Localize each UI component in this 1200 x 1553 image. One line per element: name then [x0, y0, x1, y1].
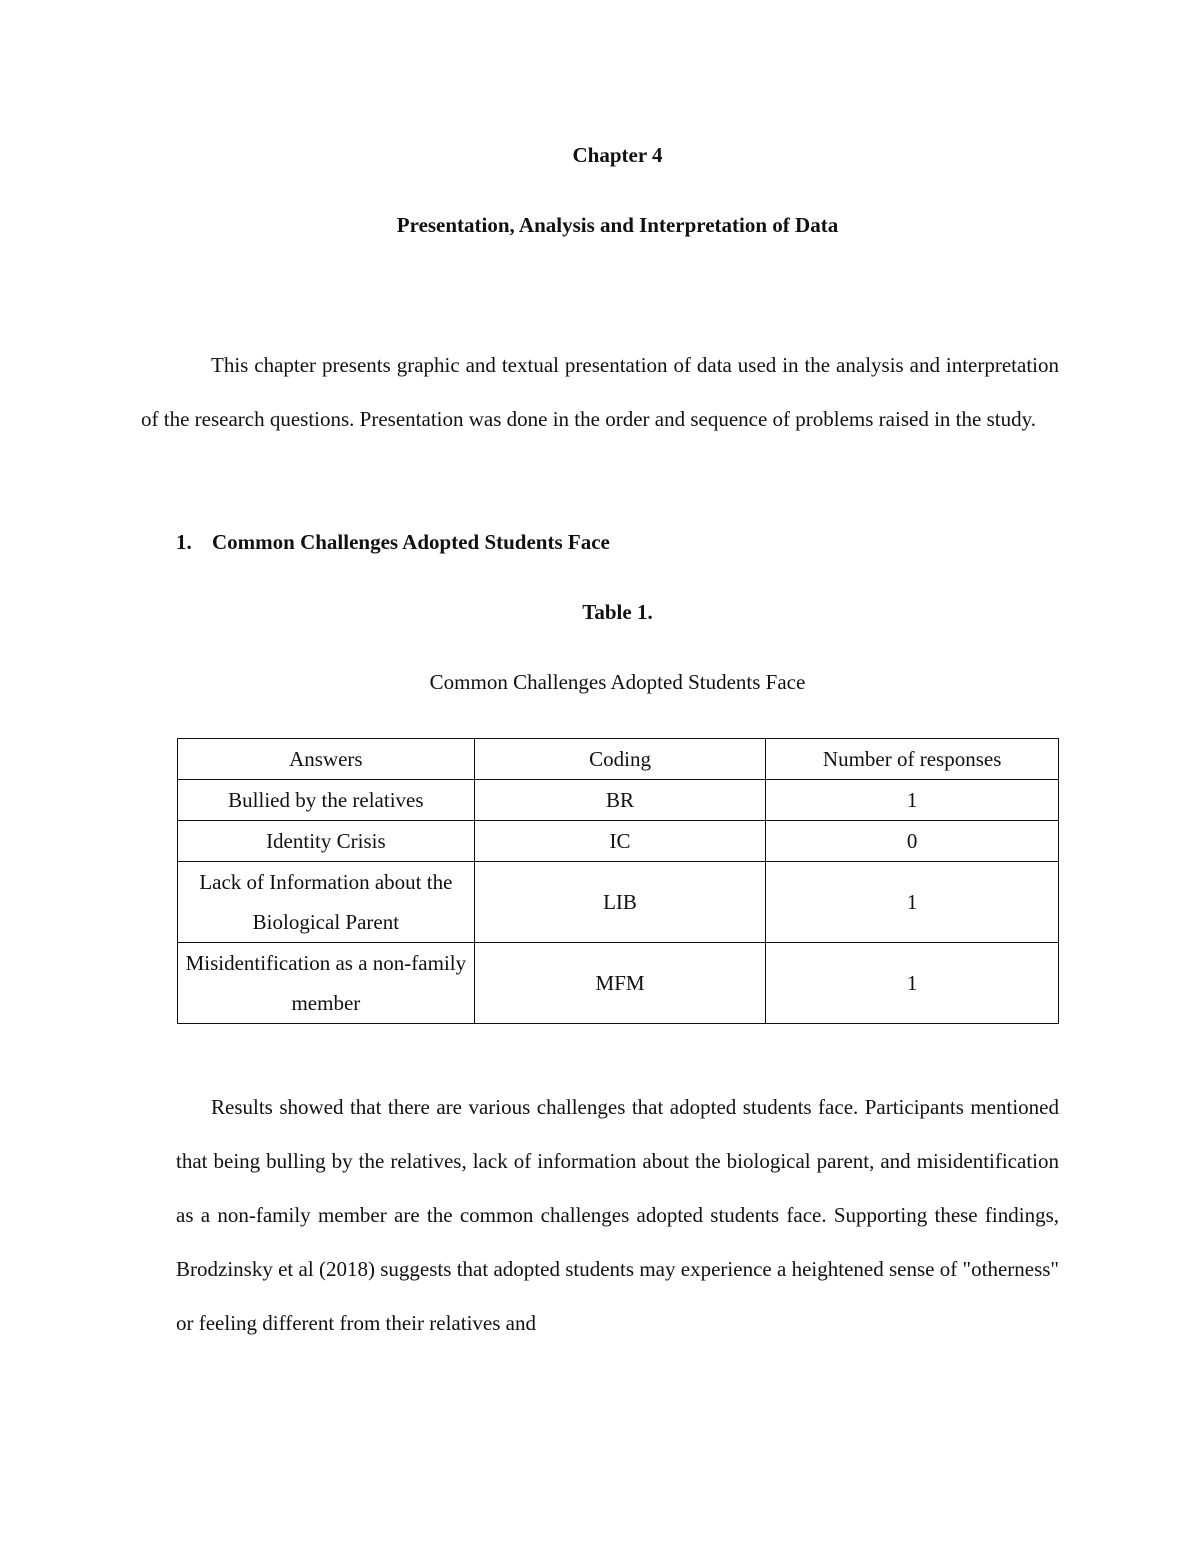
section-heading — [176, 530, 610, 555]
results-paragraph: Results showed that there are various challenges that adopted students face. Participants mentioned that being bulling by the relatives, lack of information about the biological parent, and misidentification as a non-family member are the common challenges adopted students face. Supporting these findings, Brodzinsky et al (2018) suggests that adopted students may experience a heightened sense of "otherness" or feeling different from their relatives and — [176, 1095, 1059, 1335]
table-row — [178, 780, 1059, 821]
coding-cell: MFM — [474, 943, 766, 1024]
table-header-row — [178, 739, 1059, 780]
table-header-cell: Number of responses — [766, 739, 1059, 780]
table-row — [178, 943, 1059, 1024]
table-caption: Common Challenges Adopted Students Face — [429, 670, 806, 694]
chapter-number: Chapter 4 — [572, 143, 663, 167]
answer-cell: Misidentification as a non-family member — [178, 943, 475, 1024]
chapter-title: Presentation, Analysis and Interpretation of Data — [396, 213, 839, 237]
responses-cell: 0 — [766, 821, 1059, 862]
answer-cell: Identity Crisis — [178, 821, 475, 862]
table-row — [178, 821, 1059, 862]
coding-cell: LIB — [474, 862, 766, 943]
coding-cell: BR — [474, 780, 766, 821]
responses-cell: 1 — [766, 943, 1059, 1024]
coding-cell: IC — [474, 821, 766, 862]
responses-cell: 1 — [766, 862, 1059, 943]
answer-cell: Lack of Information about the Biological Parent — [178, 862, 475, 943]
table-header-cell: Coding — [474, 739, 766, 780]
table-label: Table 1. — [582, 600, 653, 624]
challenges-table — [177, 738, 1059, 1024]
section-number: 1. — [176, 530, 192, 554]
table-header-cell: Answers — [178, 739, 475, 780]
answer-cell: Bullied by the relatives — [178, 780, 475, 821]
table-row — [178, 862, 1059, 943]
section-title: Common Challenges Adopted Students Face — [212, 530, 610, 554]
responses-cell: 1 — [766, 780, 1059, 821]
intro-paragraph: This chapter presents graphic and textual presentation of data used in the analysis and interpretation of the research questions. Presentation was done in the order and sequence of problems raised in the study. — [141, 353, 1059, 431]
